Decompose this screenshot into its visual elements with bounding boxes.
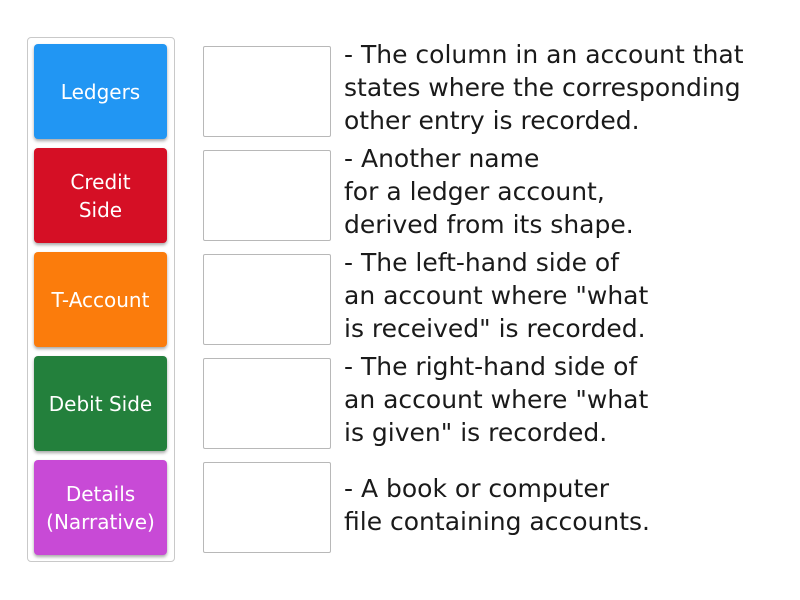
drop-zone-2[interactable] bbox=[203, 150, 331, 241]
description-4: - The right-hand side of an account where "what is given" is recorded. bbox=[344, 352, 649, 447]
tile-ledgers[interactable]: Ledgers bbox=[34, 44, 167, 139]
tile-t-account[interactable]: T-Account bbox=[34, 252, 167, 347]
description-2: - Another name for a ledger account, derived from its shape. bbox=[344, 144, 634, 239]
drop-zone-3[interactable] bbox=[203, 254, 331, 345]
tile-credit-side[interactable]: Credit Side bbox=[34, 148, 167, 243]
drop-zone-4[interactable] bbox=[203, 358, 331, 449]
description-3: - The left-hand side of an account where "what is received" is recorded. bbox=[344, 248, 649, 343]
drop-zone-1[interactable] bbox=[203, 46, 331, 137]
drop-zone-5[interactable] bbox=[203, 462, 331, 553]
description-1: - The column in an account that states where the corresponding other entry is recorded. bbox=[344, 40, 744, 135]
description-5: - A book or computer file containing accounts. bbox=[344, 474, 650, 536]
tile-debit-side[interactable]: Debit Side bbox=[34, 356, 167, 451]
tile-details-narrative[interactable]: Details (Narrative) bbox=[34, 460, 167, 555]
